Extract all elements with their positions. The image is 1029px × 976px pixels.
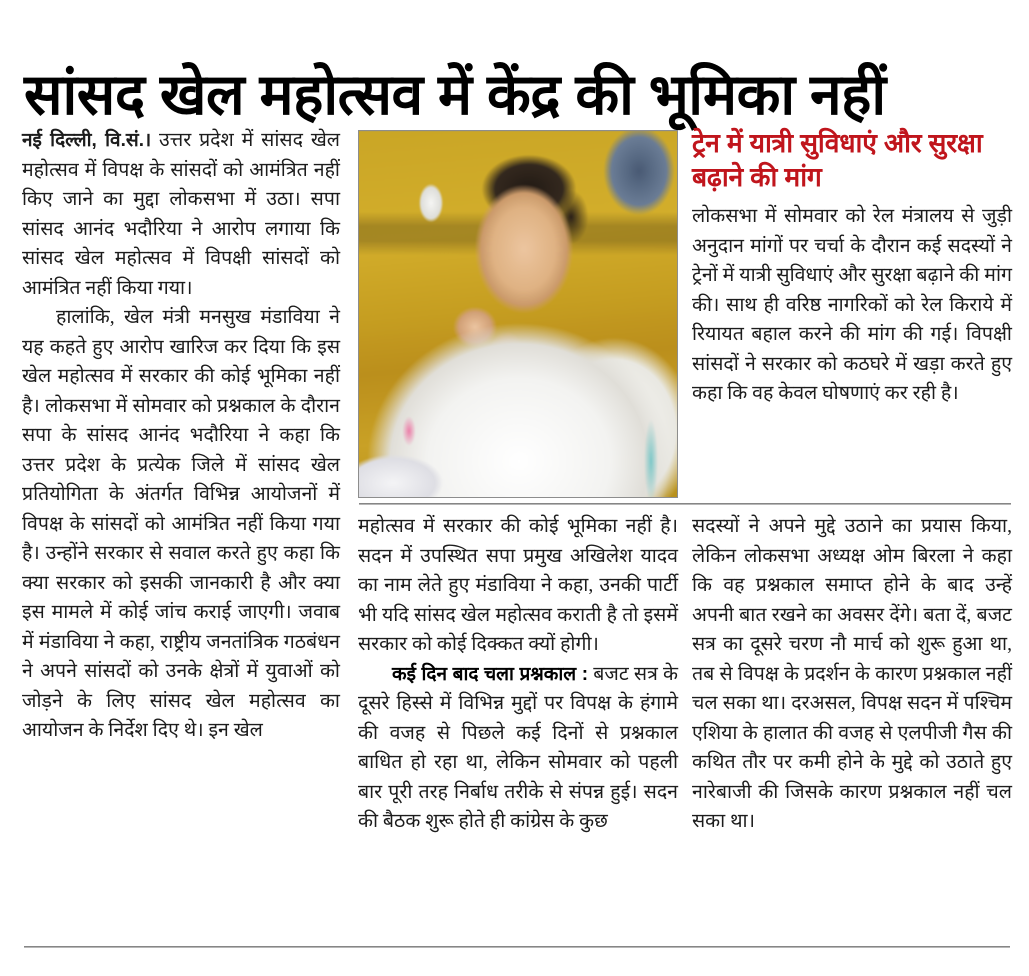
column-3-upper: [692, 126, 1012, 409]
column2-paragraph-1: महोत्सव में सरकार की कोई भूमिका नहीं है। सदन में उपस्थित सपा प्रमुख अखिलेश यादव का नाम लेते हुए मंडाविया ने कहा, उनकी पार्टी भी यदि सांसद खेल महोत्सव कराती है तो इसमें सरकार को कोई दिक्कत क्यों होगी।: [358, 516, 678, 655]
bottom-divider-rule: [24, 946, 1010, 948]
column-2: [358, 512, 678, 837]
column2-subheading: कई दिन बाद चला प्रश्नकाल :: [392, 663, 589, 685]
column3-paragraph-2: सदस्यों ने अपने मुद्दे उठाने का प्रयास किया, लेकिन लोकसभा अध्यक्ष ओम बिरला ने कहा कि वह प्रश्नकाल समाप्त होने के बाद उन्हें अपनी बात रखने का अवसर देंगे। बता दें, बजट सत्र का दूसरे चरण नौ मार्च को शुरू हुआ था, तब से विपक्ष के प्रदर्शन के कारण प्रश्नकाल नहीं चल सका था। दरअसल, विपक्ष सदन में पश्चिम एशिया के हालात की वजह से एलपीजी गैस की कथित तौर पर कमी होने के मुद्दे को उठाते हुए नारेबाजी की जिसके कारण प्रश्नकाल नहीं चल सका था।: [692, 516, 1012, 832]
minister-photo-image: [359, 131, 677, 497]
sidebar-red-subheading: ट्रेन में यात्री सुविधाएं और सुरक्षा बढ़ाने की मांग: [692, 128, 983, 192]
column3-paragraph-1: लोकसभा में सोमवार को रेल मंत्रालय से जुड़ी अनुदान मांगों पर चर्चा के दौरान कई सदस्यों ने ट्रेनों में यात्री सुविधाएं और सुरक्षा बढ़ाने की मांग की। साथ ही वरिष्ठ नागरिकों को रेल किराये में रियायत बहाल करने की मांग की गई। विपक्षी सांसदों ने सरकार को कठघरे में खड़ा करते हुए कहा कि वह केवल घोषणाएं कर रही है।: [692, 206, 1012, 404]
column2-paragraph-2-text: बजट सत्र के दूसरे हिस्से में विभिन्न मुद्दों पर विपक्ष के हंगामे की वजह से पिछले कई दिनों से प्रश्नकाल बाधित हो रहा था, लेकिन सोमवार को पहली बार पूरी तरह निर्बाध तरीके से संपन्न हुई। सदन की बैठक शुरू होते ही कांग्रेस के कुछ: [358, 663, 678, 832]
section-divider-rule: [359, 503, 1011, 505]
dateline: नई दिल्ली, वि.सं.।: [22, 130, 152, 151]
column-3-lower: [692, 512, 1012, 837]
column-1: [22, 126, 340, 746]
column1-paragraph-2: हालांकि, खेल मंत्री मनसुख मंडाविया ने यह कहते हुए आरोप खारिज कर दिया कि इस खेल महोत्सव में सरकार की कोई भूमिका नहीं है। लोकसभा में सोमवार को प्रश्नकाल के दौरान सपा के सांसद आनंद भदौरिया ने कहा कि उत्तर प्रदेश के प्रत्येक जिले में सांसद खेल प्रतियोगिता के अंतर्गत विभिन्न आयोजनों में विपक्ष के सांसदों को आमंत्रित नहीं किया गया है। उन्होंने सरकार से सवाल करते हुए कहा कि क्या सरकार को इसकी जानकारी है और क्या इस मामले में कोई जांच कराई जाएगी। जवाब में मंडाविया ने कहा, राष्ट्रीय जनतांत्रिक गठबंधन ने अपने सांसदों को उनके क्षेत्रों में युवाओं को जोड़ने के लिए सांसद खेल महोत्सव का आयोजन के निर्देश दिए थे। इन खेल: [22, 307, 340, 741]
column1-paragraph-1: [22, 126, 340, 303]
column2-paragraph-2: [358, 660, 678, 837]
minister-photo: [358, 130, 678, 498]
page-headline: सांसद खेल महोत्सव में केंद्र की भूमिका नहीं: [24, 63, 886, 128]
column1-paragraph-1-text: उत्तर प्रदेश में सांसद खेल महोत्सव में विपक्ष के सांसदों को आमंत्रित नहीं किए जाने का मुद्दा लोकसभा में उठा। सपा सांसद आनंद भदौरिया ने आरोप लगाया कि सांसद खेल महोत्सव में विपक्षी सांसदों को आमंत्रित नहीं किया गया।: [22, 130, 340, 299]
